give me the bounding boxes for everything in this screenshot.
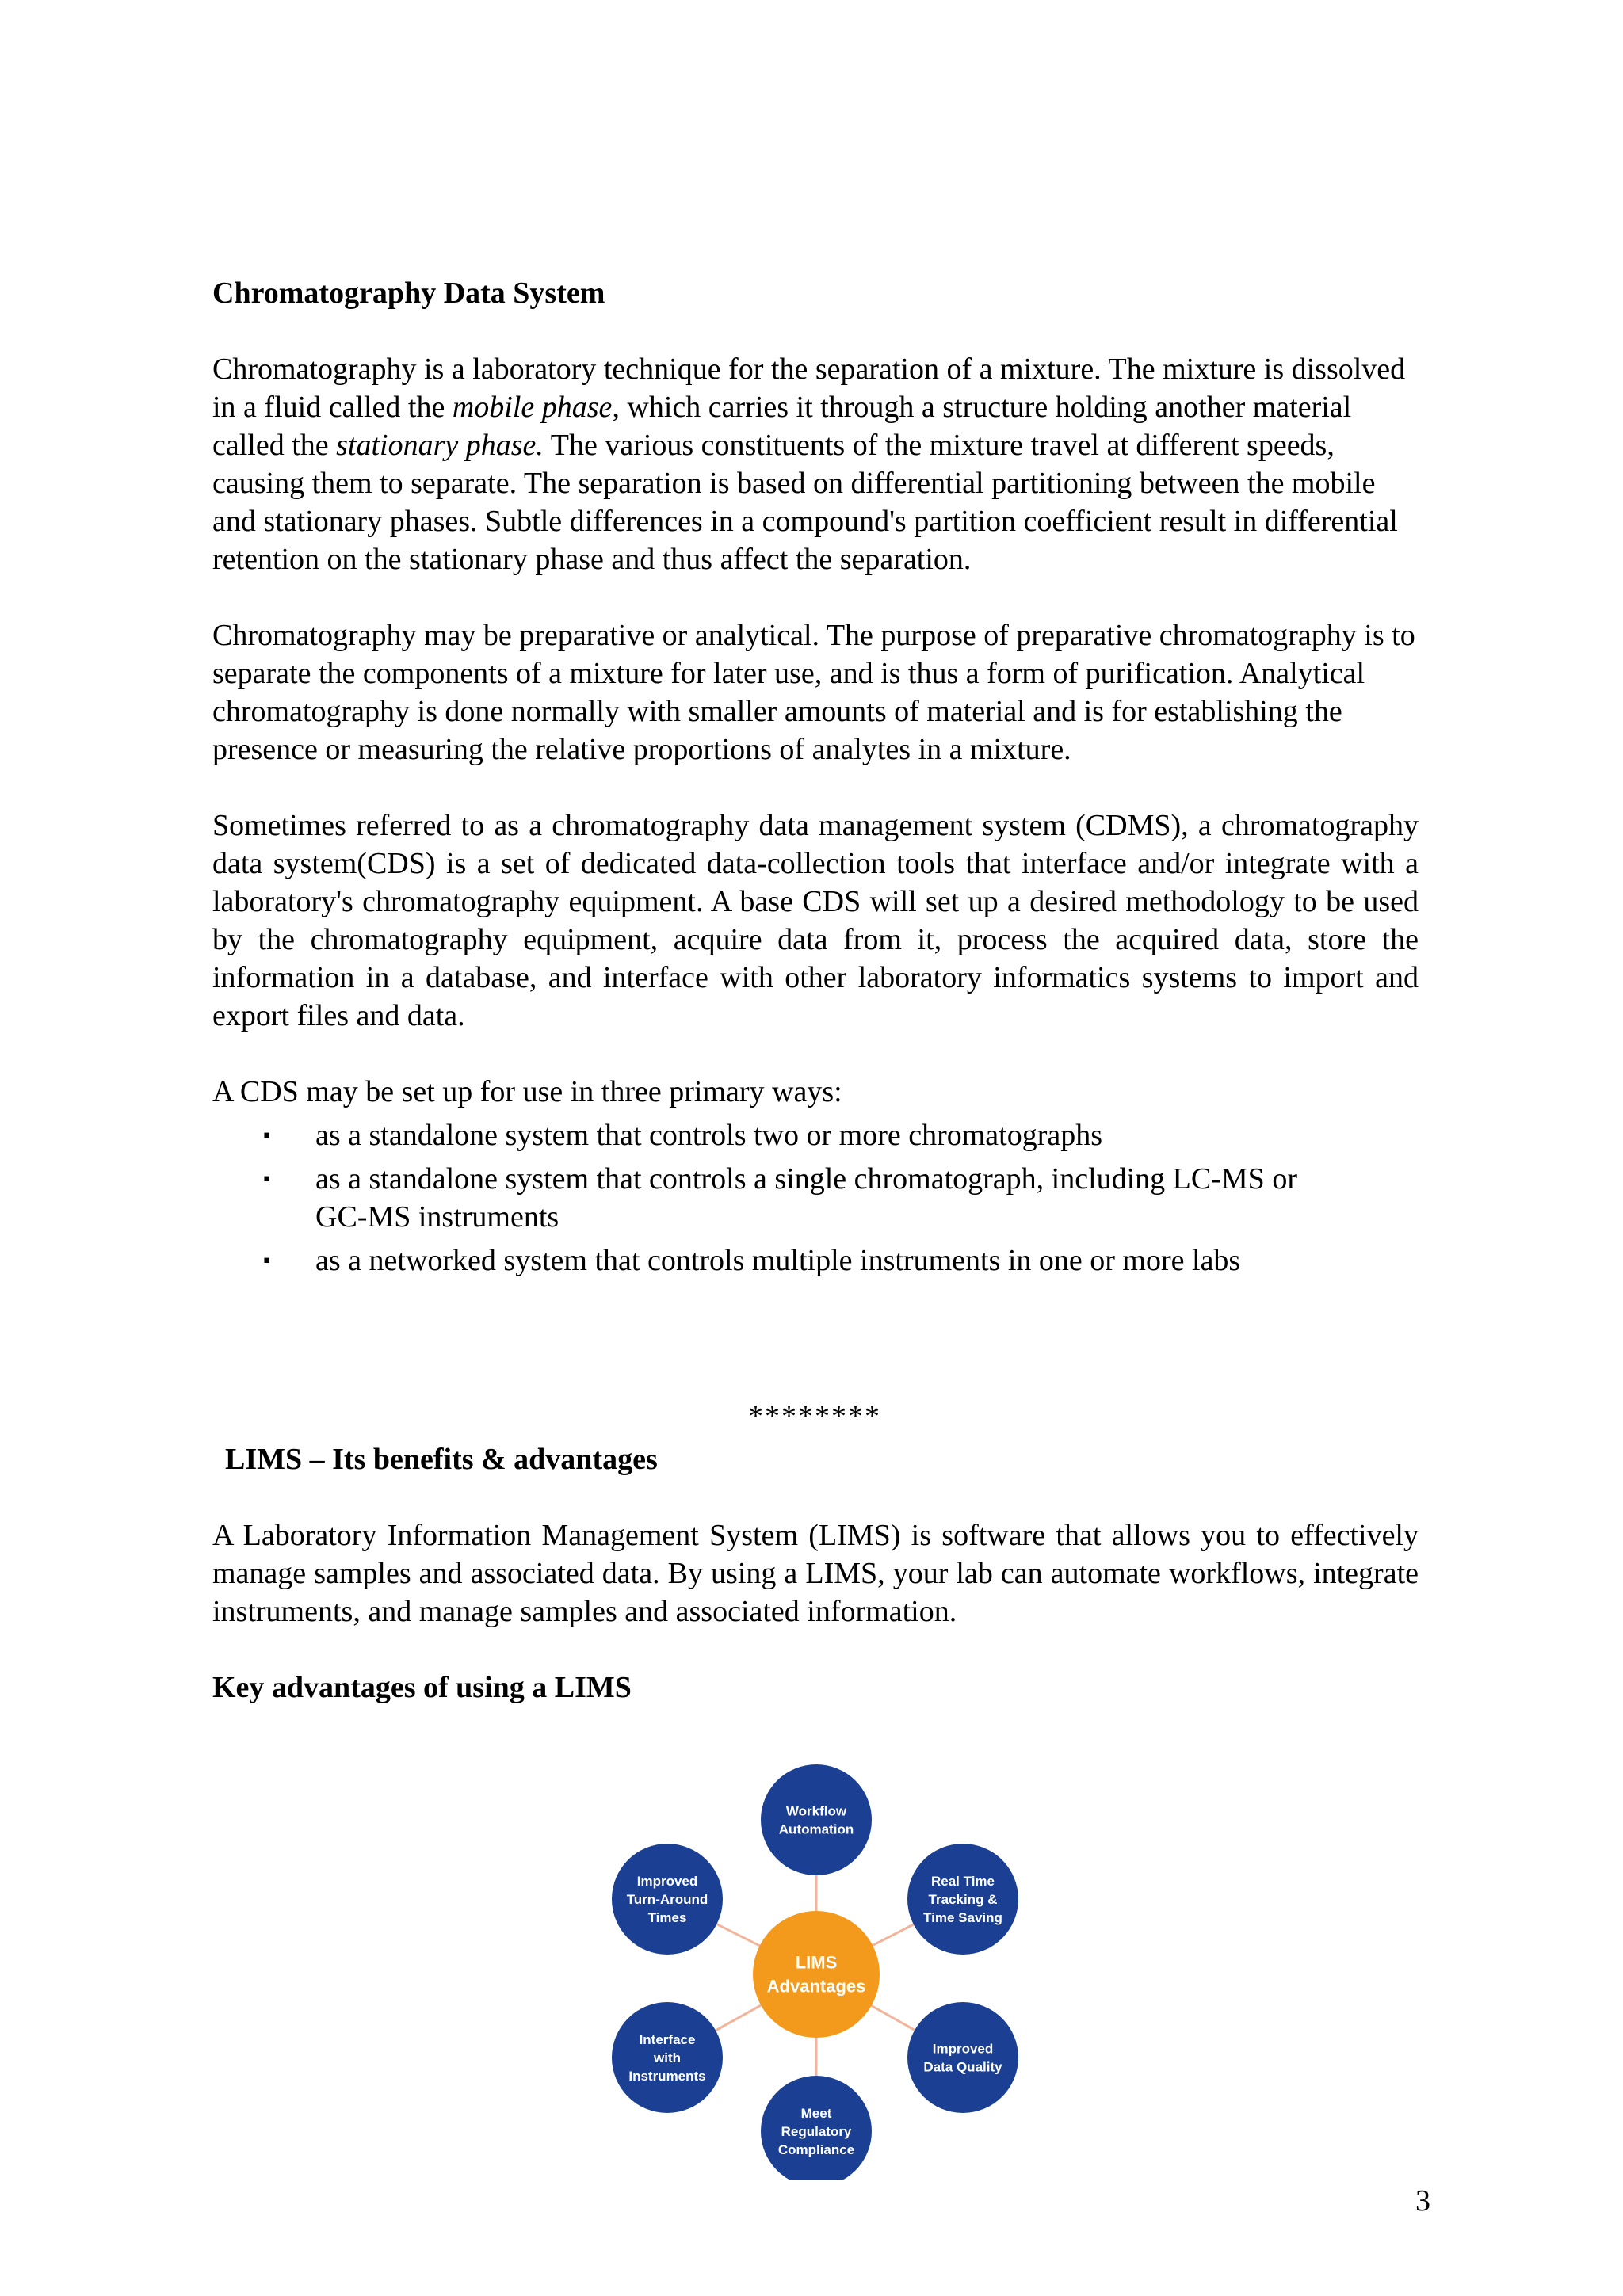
diagram-node-label: Interface [639,2031,696,2047]
cds-paragraph-3: Sometimes referred to as a chromatography data management system (CDMS), a chromatography data system(CDS) is a set of dedicated data-collection tools that interface and/or integrate with a laboratory's chromatography equipment. A base CDS will set up a desired methodology to be used by the chromatography equipment, acquire data from it, process the acquired data, store the information in a database, and interface with other laboratory informatics systems to import and export files and data. [212,809,1419,1032]
diagram-center-circle [753,1911,880,2038]
diagram-node [907,1844,1018,1955]
page-number: 3 [1415,2184,1430,2218]
cds-p1-text-a: Chromatography is a laboratory technique for the separation of a mixture. The mixture is dissolved in a fluid called the [212,353,1406,424]
square-bullet-icon: ▪ [263,1167,271,1190]
diagram-node-label: Regulatory [781,2123,852,2139]
diagram-node [612,1844,723,1955]
diagram-node [761,2076,872,2180]
diagram-node-label: Compliance [777,2142,855,2157]
diagram-node-circle [907,2002,1018,2113]
list-item-text: as a standalone system that controls two or more chromatographs [315,1119,1103,1152]
diagram-node-label: Meet [800,2105,832,2121]
cds-heading: Chromatography Data System [212,277,605,310]
diagram-node-label: Turn-Around [626,1891,708,1907]
list-item-text: as a networked system that controls multiple instruments in one or more labs [315,1244,1241,1277]
cds-p1-text-b: which carries it through a structure holding another material called the [212,391,1352,462]
list-item [212,1116,1419,1154]
diagram-node-label: Data Quality [923,2059,1002,2075]
diagram-node-circle [761,1764,872,1875]
diagram-center-label: Advantages [766,1976,866,1997]
diagram-center-label: LIMS [795,1952,838,1973]
cds-usage-list [212,1116,1419,1280]
square-bullet-icon: ▪ [263,1249,271,1272]
cds-section [212,274,1419,1280]
cds-paragraph-1 [212,350,1419,578]
diagram-node-label: with [654,2050,681,2065]
cds-paragraph-4: A CDS may be set up for use in three primary ways: [212,1075,842,1108]
diagram-node-label: Improved [932,2041,994,2057]
cds-p1-mobile-phase: mobile phase, [452,391,620,424]
diagram-node-label: Instruments [628,2068,706,2084]
list-item [212,1241,1419,1280]
diagram-node [761,1764,872,1875]
list-item-text: as a standalone system that controls a single chromatograph, including LC-MS or GC-MS instruments [315,1162,1297,1234]
lims-paragraph-1: A Laboratory Information Management System (LIMS) is software that allows you to effectively manage samples and associated data. By using a LIMS, your lab can automate workflows, integrate instruments, and manage samples and associated information. [212,1519,1419,1628]
square-bullet-icon: ▪ [263,1123,271,1146]
lims-subheading: Key advantages of using a LIMS [212,1671,632,1704]
cds-paragraph-2: Chromatography may be preparative or analytical. The purpose of preparative chromatography is to separate the components of a mixture for later use, and is thus a form of purification. Analytical chromatography is done normally with smaller amounts of material and is for establishing the presence or measuring the relative proportions of analytes in a mixture. [212,619,1415,766]
lims-section [212,1440,1419,1707]
diagram-node-label: Time Saving [923,1909,1002,1925]
cds-p1-text-c: The various constituents of the mixture travel at different speeds, causing them to separate. The separation is based on differential partitioning between the mobile and stationary phases. Subtle differences in a compound's partition coefficient result in differential retention on the stationary phase and thus affect the separation. [212,429,1398,576]
diagram-node-label: Real Time [930,1873,995,1889]
diagram-node-label: Improved [636,1873,698,1889]
diagram-node [612,2002,723,2113]
lims-advantages-diagram [602,1760,1030,2180]
diagram-node [907,2002,1018,2113]
diagram-node-label: Times [647,1909,687,1925]
cds-p1-stationary-phase: stationary phase. [336,429,544,462]
diagram-center [753,1911,880,2038]
diagram-node-label: Automation [778,1821,854,1837]
diagram-node-label: Tracking & [928,1891,998,1907]
diagram-node-label: Workflow [785,1803,847,1819]
lims-heading: LIMS – Its benefits & advantages [225,1443,658,1476]
section-separator: ******** [748,1400,881,1433]
list-item [212,1160,1419,1236]
